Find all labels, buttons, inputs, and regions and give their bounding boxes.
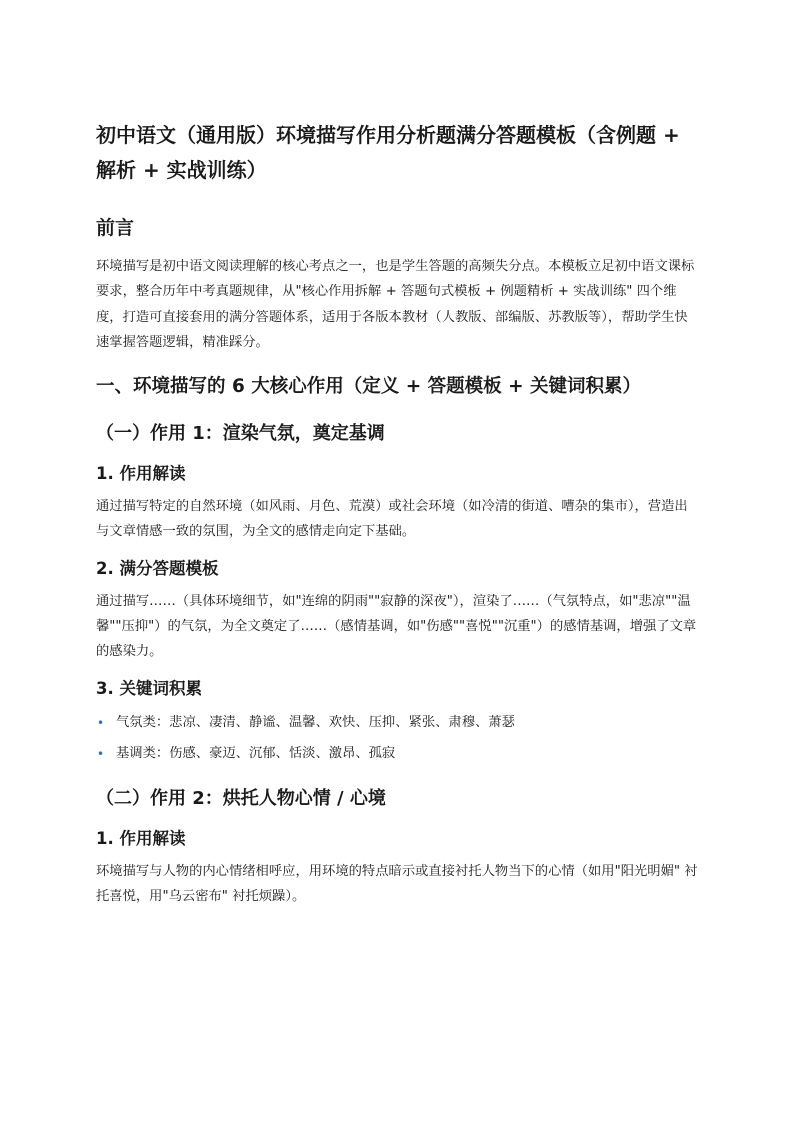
item2-interp-heading: 1. 作用解读 <box>96 828 186 848</box>
bullet-dot-icon: • <box>97 746 105 761</box>
list-item <box>96 743 700 765</box>
item1-keywords-heading: 3. 关键词积累 <box>96 678 202 698</box>
keyword-list <box>96 712 700 765</box>
item2-interp-body: 环境描写与人物的内心情绪相呼应，用环境的特点暗示或直接衬托人物当下的心情（如用"阳光明媚" 衬托喜悦，用"乌云密布" 衬托烦躁）。 <box>96 863 698 904</box>
item1-interp-body: 通过描写特定的自然环境（如风雨、月色、荒漠）或社会环境（如冷清的街道、嘈杂的集市），营造出与文章情感一致的氛围，为全文的感情走向定下基础。 <box>96 499 688 540</box>
item2-heading: （二）作用 2：烘托人物心情 / 心境 <box>96 787 386 809</box>
item1-template-body: 通过描写……（具体环境细节，如"连绵的阴雨""寂静的深夜"），渲染了……（气氛特点，如"悲凉""温馨""压抑"）的气氛，为全文奠定了……（感情基调，如"伤感""喜悦""沉重"）的感情基调，增强了文章的感染力。 <box>96 593 697 660</box>
preface-body: 环境描写是初中语文阅读理解的核心考点之一，也是学生答题的高频失分点。本模板立足初中语文课标要求，整合历年中考真题规律，从"核心作用拆解 + 答题句式模板 + 例题精析 + 实战训练" 四个维度，打造可直接套用的满分答题体系，适用于各版本教材（人教版、部编版、苏教版等），帮助学生快速掌握答题逻辑，精准踩分。 <box>96 259 695 350</box>
item1-template-heading: 2. 满分答题模板 <box>96 558 219 578</box>
preface-heading: 前言 <box>96 217 135 239</box>
keyword-text: 气氛类：悲凉、凄清、静谧、温馨、欢快、压抑、紧张、肃穆、萧瑟 <box>116 714 515 730</box>
bullet-dot-icon: • <box>97 715 105 730</box>
document-page <box>96 118 700 909</box>
document-title: 初中语文（通用版）环境描写作用分析题满分答题模板（含例题 + 解析 + 实战训练） <box>96 123 680 182</box>
item1-interp-heading: 1. 作用解读 <box>96 464 186 484</box>
section1-heading: 一、环境描写的 6 大核心作用（定义 + 答题模板 + 关键词积累） <box>96 376 642 398</box>
keyword-text: 基调类：伤感、豪迈、沉郁、恬淡、激昂、孤寂 <box>116 745 396 761</box>
list-item <box>96 712 700 734</box>
item1-heading: （一）作用 1：渲染气氛，奠定基调 <box>96 423 385 445</box>
